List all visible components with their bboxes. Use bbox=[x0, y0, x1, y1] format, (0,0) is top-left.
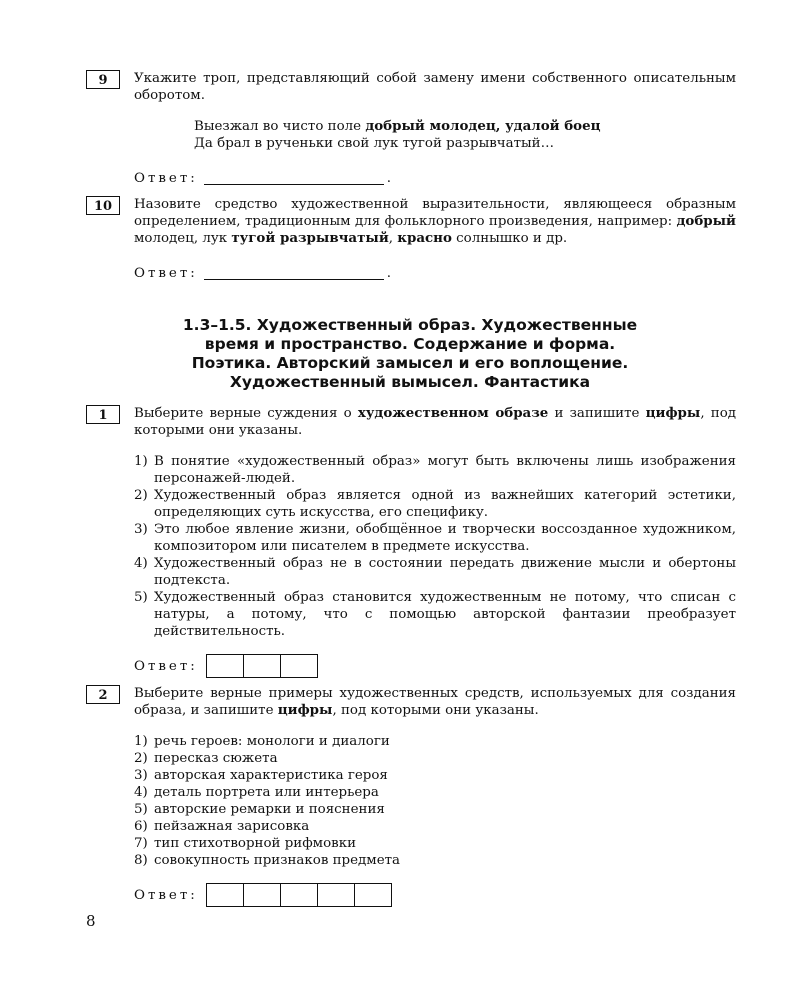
task-number: 1 bbox=[86, 405, 120, 424]
answer-cell[interactable] bbox=[207, 884, 244, 906]
list-item: 5) авторские ремарки и пояснения bbox=[134, 802, 385, 817]
task-body bbox=[134, 685, 736, 907]
answer-cell[interactable] bbox=[244, 655, 281, 677]
list-item: 8) совокупность признаков предмета bbox=[134, 853, 401, 868]
answer-label: Ответ: bbox=[134, 266, 198, 281]
task-number: 10 bbox=[86, 196, 120, 215]
answer-cell[interactable] bbox=[318, 884, 355, 906]
answer-row bbox=[134, 883, 736, 907]
options-list bbox=[134, 733, 736, 869]
answer-row: Ответ: . bbox=[134, 266, 392, 281]
verse-line: Выезжал во чисто поле добрый молодец, удалой боец bbox=[194, 118, 601, 134]
verse-line: Да брал в рученьки свой лук тугой разрывчатый… bbox=[194, 136, 554, 151]
section-heading-line: время и пространство. Содержание и форма. bbox=[204, 335, 616, 353]
list-item: 4) Художественный образ не в состоянии передать движение мысли и обертоны подтекста. bbox=[134, 556, 736, 588]
list-item: 2) пересказ сюжета bbox=[134, 751, 278, 766]
task-question: Назовите средство художественной выразительности, являющееся образным определением, традиционным для фольклорного произведения, например: добрый молодец, лук тугой разрывчатый, красно солнышко и др. bbox=[134, 197, 736, 246]
section-heading-line: Поэтика. Авторский замысел и его воплощение. bbox=[191, 354, 629, 372]
list-item: 7) тип стихотворной рифмовки bbox=[134, 836, 356, 851]
task-9 bbox=[86, 70, 736, 187]
options-list bbox=[134, 453, 736, 640]
task-body bbox=[134, 70, 736, 187]
answer-cell[interactable] bbox=[244, 884, 281, 906]
section-heading-line: Художественный вымысел. Фантастика bbox=[229, 373, 591, 391]
answer-cell[interactable] bbox=[281, 884, 318, 906]
answer-cell[interactable] bbox=[281, 655, 317, 677]
page-number: 8 bbox=[86, 912, 96, 930]
list-item: 5) Художественный образ становится художественным не потому, что списан с натуры, а потому, что с помощью авторской фантазии преобразует действительность. bbox=[134, 590, 736, 639]
task-question: Выберите верные примеры художественных средств, используемых для создания образа, и запишите цифры, под которыми они указаны. bbox=[134, 686, 736, 718]
answer-line-field[interactable] bbox=[204, 172, 384, 185]
answer-line-field[interactable] bbox=[204, 267, 384, 280]
answer-label: Ответ: bbox=[134, 887, 198, 903]
list-item: 2) Художественный образ является одной из важнейших категорий эстетики, определяющих суть искусства, его специфику. bbox=[134, 488, 736, 520]
verse-quote bbox=[194, 118, 736, 152]
task-2 bbox=[86, 685, 736, 907]
task-1 bbox=[86, 405, 736, 678]
task-number: 9 bbox=[86, 70, 120, 89]
list-item: 4) деталь портрета или интерьера bbox=[134, 785, 379, 800]
answer-row: Ответ: . bbox=[134, 171, 392, 186]
answer-label: Ответ: bbox=[134, 658, 198, 674]
list-item: 3) Это любое явление жизни, обобщённое и творчески воссозданное художником, композитором или писателем в предмете искусства. bbox=[134, 522, 736, 554]
answer-row bbox=[134, 654, 736, 678]
task-number: 2 bbox=[86, 685, 120, 704]
task-body bbox=[134, 405, 736, 678]
task-question: Укажите троп, представляющий собой замену имени собственного описательным оборотом. bbox=[134, 71, 736, 103]
answer-cell[interactable] bbox=[207, 655, 244, 677]
list-item: 1) речь героев: монологи и диалоги bbox=[134, 734, 390, 749]
list-item: 1) В понятие «художественный образ» могут быть включены лишь изображения персонажей-людей. bbox=[134, 454, 736, 486]
section-heading-line: 1.3–1.5. Художественный образ. Художественные bbox=[182, 316, 638, 334]
list-item: 3) авторская характеристика героя bbox=[134, 768, 388, 783]
task-question: Выберите верные суждения о художественном образе и запишите цифры, под которыми они указаны. bbox=[134, 405, 737, 438]
list-item: 6) пейзажная зарисовка bbox=[134, 819, 310, 834]
section-heading bbox=[140, 316, 680, 392]
answer-cells bbox=[206, 654, 318, 678]
task-body bbox=[134, 196, 736, 282]
answer-cell[interactable] bbox=[355, 884, 391, 906]
task-10 bbox=[86, 196, 736, 282]
answer-cells bbox=[206, 883, 392, 907]
answer-label: Ответ: bbox=[134, 171, 198, 186]
